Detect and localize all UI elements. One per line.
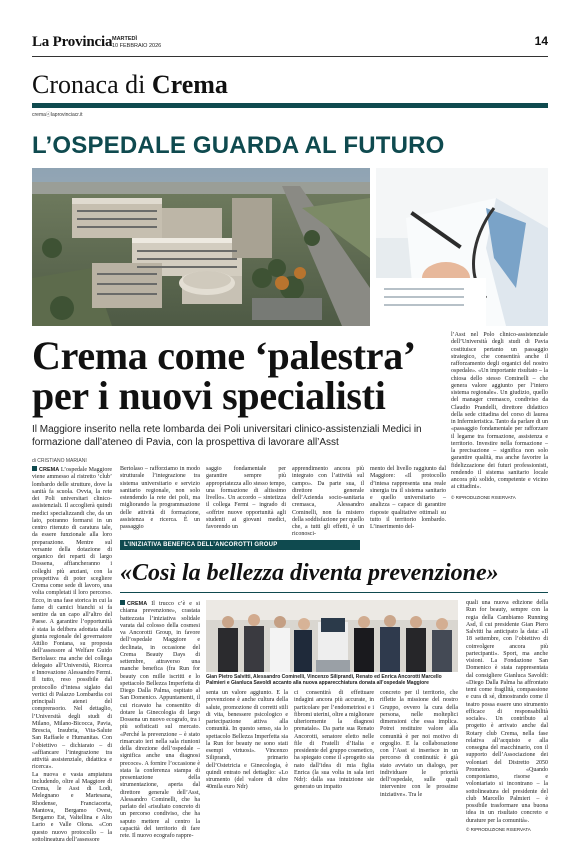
column-3-text: saggio fondamentale per garantire sempre più appropriatezza allo stesso tempo, una formazione di altissimo livello». Un accordo – sintetizza il collega Fermi – ingrado di «offrire nuove opportunità agli studenti ai giovani medici, favorendo un: [206, 466, 286, 530]
main-article-column-2: [120, 466, 200, 531]
second-article-band: [120, 540, 360, 550]
second-article-signature: © RIPRODUZIONE RISERVATA: [466, 826, 531, 832]
second-headline: «Così la bellezza diventa prevenzione»: [120, 560, 499, 586]
newspaper-logo: La Provincia: [32, 34, 113, 50]
second-column-2-text: senta un valore aggiunto. E la prevenzione è anche cultura della salute, promozione di corretti stili di vita, benessere psicologico e partecipazione attiva alla comunità. In questo senso, sia lo spettacolo Bellezza Imperfetta sia la Run for beauty ne sono stati esempi virtuosi». Vincenzo Siliprandi, primario dell’Ostetricia e Ginecologia, è quindi entrato nel dettaglio: «Lo strumento (del valore di oltre 40mila euro Ndr): [206, 690, 288, 791]
second-lead-label: CREMA: [127, 601, 148, 607]
column-1-text: L’ospedale Maggiore viene ammesso al ristretto ‘club’ lombardo delle strutture, dove la sanità fa scuola. Ovvia, la rete dei Poli universitari clinico-assistenziali. Il accoglierà quindi medici specializzandi che, da un lato, potranno formarsi in un centro ritenuto di caratura tale, da essere funzionale alla loro preparazione. Mentre sul versante della dotazione di organico dei reparti di largo Dossena, affiancheranno i colleghi più anziani, con la prospettiva di poter scegliere Crema come sede di lavoro, una volta completati il loro percorso. Ecco, in una fase storica in cui la fame di camici bianchi si fa sentire da un capo all’altro del Paese. A garantire l’opportunità è stata la delibera adottata dalla giunta regionale del governatore Attilio Fontana, su proposta dell’assessore al Welfare Guido Bertolaso: ma anche del collega delegato all’Università, Ricerca e Innovazione Alessandro Fermi. Il tutto, reso possibile dal protocollo d’intesa siglato dai vertici di Palazzo Lombardia coi principali atenei del comprensorio. Nel dettaglio, l’Università degli studi di Milano, Milano-Bicocca, Pavia, Brescia, Insubria, Vita-Salute San Raffaele e Humanitas. Con l’obiettivo – dichiarato – di «affiancare l’integrazione tra attività assistenziale, didattica e ricerca».: [32, 467, 112, 771]
lead-square-icon: [32, 466, 37, 471]
photo-caption: Gian Pietro Salvitti, Alessandro Cominelli, Vincenzo Siliprandi, Renato ed Enrica Ancorotti Marcello Palmieri e Gianluca Savoldi accanto alla nuova apparecchiatura donata all’ospedale Maggiore: [206, 674, 442, 686]
column-5-text: mento del livello raggiunto dal Maggiore: «Il protocollo d’intesa rappresenta una reale sinergia tra il sistema sanitario e quello universitario – analizza – capace di garantire risposte qualitative ottimali su tutto il territorio lombardo. L’inserimento del-: [370, 466, 446, 530]
second-column-5-text: quali una nuova edizione della Run for beauty, sempre con la regia della Cambiamo Running Asd, il cui presidente Gian Piero Salvitti ha anticipato la data: «Il 18 settembre, con l’obiettivo di coinvolgere ancora più partecipanti». Sport, ma anche visioni. La Fondazione San Domenico è stata rappresentata dal consigliere Gianluca Savoldi: «Diego Dalla Palma ha affrontato temi come fragilità, compassione e cura di sé, dimostrando come il teatro possa essere uno strumento efficace di responsabilità sociale». Un contributo al progetto è arrivato anche dal Rotary club Crema, nella fase relativa all’acquisto e alla consegna del macchinario, con il supporto dell’Associazione dei volontari del Distretto 2050 Prometeo. «Quando componiamo, risorse e volontariato si incontrano – la sottolineatura del presidente del club Marcello Palmieri – è possibile trasformare una buona idea in un risultato concreto e durature per la comunità».: [466, 600, 548, 824]
second-article-column-1: [120, 600, 201, 839]
main-article-column-4: [292, 466, 364, 539]
main-article-right-column: [451, 332, 548, 501]
section-bar: [32, 103, 548, 108]
second-article-column-5: [466, 600, 548, 833]
second-headline-rule: [120, 592, 548, 593]
masthead: [32, 34, 548, 54]
page-kicker: L’OSPEDALE GUARDA AL FUTURO: [32, 132, 445, 159]
section-title-prefix: Cronaca di: [32, 70, 146, 99]
doctor-photo: [376, 168, 548, 326]
second-column-4-text: concreto per il territorio, che riflette la missione del nostro Gruppo, ovvero la cura della persona, nelle molteplici dimensioni che essa implica. Potrei restituire valore alla comunità è per noi motivo di orgoglio. E la collaborazione con l’Asst si inserisce in un percorso di continuità: è già stato avviato un dialogo, per individuare le priorità dell’ospedale, sulle quali intervenire con le prossime iniziative». Tra le: [380, 690, 458, 798]
lead-label: CREMA: [39, 467, 60, 473]
issue-date-text: 10 FEBBRAIO 2026: [112, 42, 162, 49]
header-rule: [32, 56, 548, 57]
section-title: [32, 70, 228, 100]
page-number: 14: [534, 34, 548, 48]
main-article-column-1: [32, 466, 112, 843]
issue-date: [112, 36, 161, 49]
second-column-3-text: ci consentirà di effettuare indagini ancora più accurate, in particolare per l’endometriosi e i fibromi uterini, oltre a migliorare ulteriormente la diagnosi prenatale». Da parte sua Renato Ancorotti, senatore eletto nelle file di Fratelli d’Italia e presidente del gruppo cosmetico, ha spiegato come il «progetto sia nato dall’idea di mia figlia Enrica (la sua volta in sala ieri Ndr): dalla sua intuizione sie generato un impatto: [294, 690, 374, 791]
main-subhead: Il Maggiore inserito nella rete lombarda dei Poli universitari clinico-assistenziali Medici in formazione dall’ateneo di Pavia, con la prospettiva di lavorare all’Asst: [32, 424, 422, 448]
second-lead-square-icon: [120, 600, 125, 605]
right-column-signature: © RIPRODUZIONE RISERVATA: [451, 494, 516, 500]
main-headline: Crema come ‘palestra’ per i nuovi specialisti: [32, 333, 413, 418]
second-article-column-2: [206, 690, 288, 792]
column-4-text: apprendimento ancora più integrato con l’attività sul campo». Da parte sua, il direttore generale dell’Azienda socio-sanitaria cremasca, Alessandro Cominelli, non fa mistero della soddisfazione per quello che, a tutti gli effetti, è un riconosci-: [292, 466, 364, 538]
byline: di CRISTIANO MARIANI: [32, 458, 87, 464]
column-1b-text: La nuova e vasta ampiatura includendo, oltre al Maggiore di Crema, le Asst di Lodi, Melegnano e Martesana, Rhodense, Franciacorta, Mantova, Bergamo Ovest, Bergamo Est, Valtellina e Alto Lario e Valle Olona. «Con questo nuovo protocollo – la sottolineatura dell’assessore: [32, 771, 112, 843]
section-email[interactable]: cremaⓐlaprovinciacr.it: [32, 112, 83, 118]
main-article-column-3: [206, 466, 286, 531]
second-article-column-4: [380, 690, 458, 799]
second-article-column-3: [294, 690, 374, 792]
right-column-text: l’Asst nel Polo clinico-assistenziale dell’Università degli studi di Pavia costituisce pertanto un passaggio strategico, che consentirà anche il rafforzamento degli organici del nostro ospedale». «Un importante risultato – la chiosa dello stesso Cominelli – che genera valore aggiunto per l’intero sistema regionale». Un giudizio, quello del manager cremasco, condiviso da Claudio Prandelli, direttore didattico della sede cittadina del corso di laurea in Infermieristica. Tanto da parlare di un «passaggio fondamentale per rafforzare il legame tra formazione, assistenza e territorio. Investire nella formazione – la precisazione – significa non solo garantire qualità, ma anche favorire la fidelizzazione dei futuri professionisti, rendendo il sistema sanitario locale ancora più solido, competente e vicino ai cittadini».: [451, 332, 548, 491]
hospital-aerial-photo: [32, 168, 370, 326]
issue-day: MARTEDÌ: [112, 36, 138, 42]
main-article-column-5: [370, 466, 446, 531]
donation-group-photo: [206, 600, 458, 672]
column-2-text: Bertolaso – rafforziamo in modo strutturale l’integrazione tra sistema universitario e servizio sanitario regionale, non solo estendendo la rete dei poli, ma migliorando la programmazione delle attività di formazione, assistenza e ricerca. È un passaggio: [120, 466, 200, 530]
second-column-1-text: Il trucco c’è e si chiama prevenzione», crastata battezzata l’iniziativa solidale varata dal colosso della cosmesi va Ancorotti Group, in favore dell’ospedale Maggiore e declinata, in occasione del Crema Beauty Days di settembre, attraverso una manche benefica (fra Run for beauty con mille iscritti e lo spettacolo Bellezza Imperfetta di Diego Dalla Palma, ospitato al San Domenico. Appuntamenti, il cui ricavato ha consentito di dotare la Ginecologia di largo Dossena un nuovo ecografo, tra i più sofisticati sul mercato. «Perché la prevenzione – è stato rimarcato ieri nella sala riunioni della direzione dell’ospedale – significa anche una diagnosi precoce». A fornire l’occasione è stata la conferenza stampa di presentazione della strumentazione, aperta dal direttore generale dell’Asst, Alessandro Cominelli, che ha parlato del «risultato concreto di un percorso condiviso, che ha saputo mettere al centro la capacità del territorio di fare rete. Il nuovo ecografo rappre-: [120, 601, 201, 839]
band-label: L’INIZIATIVA BENEFICA DELL’ANCOROTTI GROUP: [124, 541, 278, 548]
section-title-city: Crema: [151, 70, 228, 99]
